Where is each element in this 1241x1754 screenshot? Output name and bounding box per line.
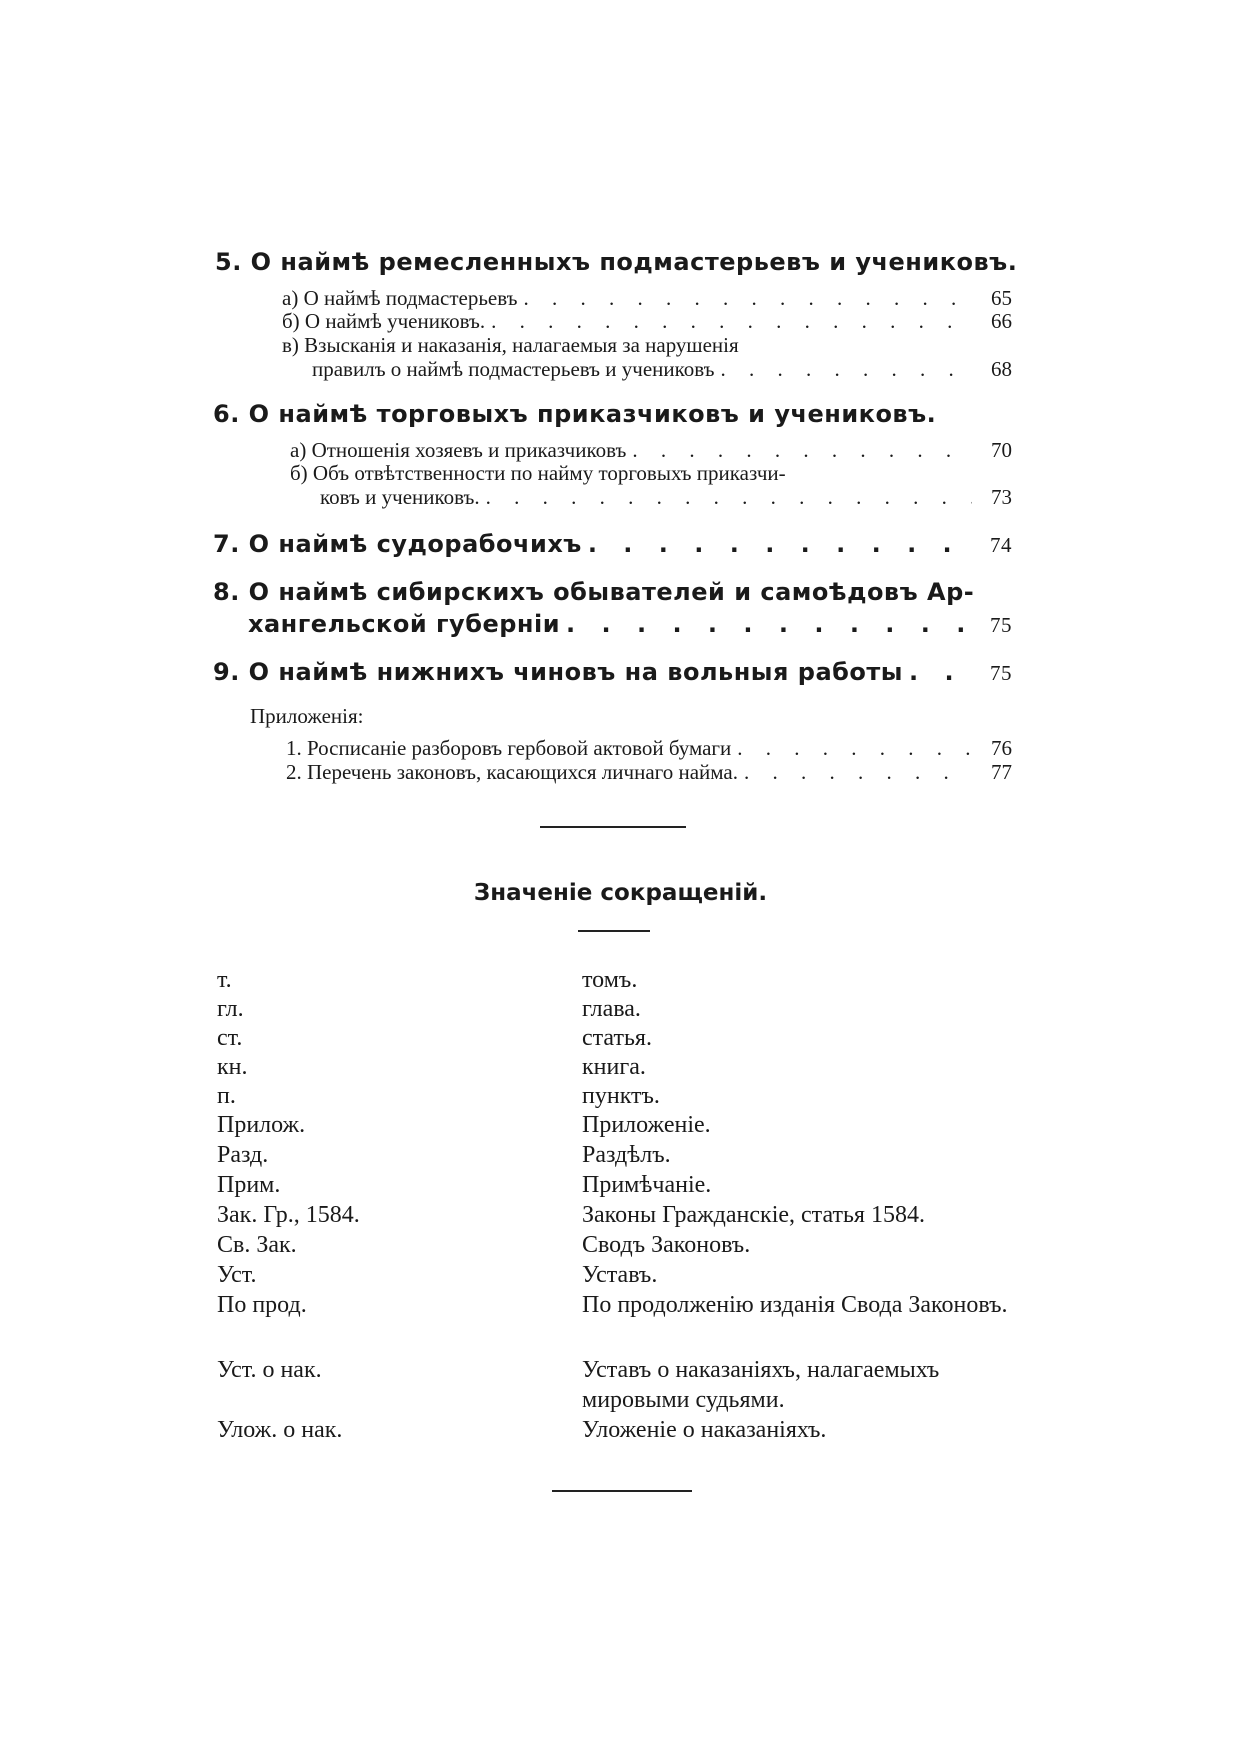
abbreviation-meaning: Уложеніе о наказаніяхъ. <box>582 1417 827 1443</box>
abbreviation-meaning: Законы Гражданскіе, статья 1584. <box>582 1202 925 1228</box>
toc-entry: б) Объ отвѣтственности по найму торговыхъ приказчи- <box>290 461 786 485</box>
dot-leader <box>523 286 972 311</box>
toc-entry <box>290 438 1012 463</box>
section-7 <box>213 530 1012 558</box>
toc-entry <box>282 286 1012 311</box>
abbreviation-meaning: глава. <box>582 996 641 1022</box>
abbreviations-title: Значеніе сокращеній. <box>473 880 768 906</box>
toc-entry: в) Взысканія и наказанія, налагаемыя за нарушенія <box>282 333 739 357</box>
entry-text: а) О наймѣ подмастерьевъ <box>282 286 518 310</box>
page-number: 75 <box>990 613 1012 637</box>
abbreviation-meaning: статья. <box>582 1025 652 1051</box>
abbreviation-meaning: пунктъ. <box>582 1083 660 1109</box>
abbreviation: Прилож. <box>217 1112 306 1138</box>
toc-entry-cont <box>312 357 1012 382</box>
page-number: 76 <box>991 736 1012 760</box>
abbreviation: п. <box>217 1083 236 1109</box>
entry-text: а) Отношенія хозяевъ и приказчиковъ <box>290 438 627 462</box>
page-number: 68 <box>991 357 1012 381</box>
dot-leader <box>721 357 972 382</box>
entry-text: 1. Росписаніе разборовъ гербовой актовой бумаги <box>286 736 732 760</box>
abbreviation-meaning: Примѣчаніе. <box>582 1172 712 1198</box>
abbreviation-meaning: Уставъ. <box>582 1262 658 1288</box>
section-9-title: 9. О наймѣ нижнихъ чиновъ на вольныя работы <box>213 658 903 686</box>
entry-text: правилъ о наймѣ подмастерьевъ и учениковъ <box>312 357 715 381</box>
section-7-title: 7. О наймѣ судорабочихъ <box>213 530 582 558</box>
toc-entry-cont <box>320 485 1012 510</box>
abbreviation-meaning: Сводъ Законовъ. <box>582 1232 751 1258</box>
abbreviation: ст. <box>217 1025 243 1051</box>
page-number: 74 <box>990 533 1012 557</box>
divider <box>540 826 686 828</box>
appendix-entry <box>286 760 1012 785</box>
abbreviation: кн. <box>217 1054 248 1080</box>
toc-entry <box>282 309 1012 334</box>
abbreviation: гл. <box>217 996 244 1022</box>
abbreviation-meaning: Раздѣлъ. <box>582 1142 671 1168</box>
dot-leader <box>744 760 972 785</box>
abbreviation: Прим. <box>217 1172 281 1198</box>
abbreviation: Улож. о нак. <box>217 1417 343 1443</box>
abbreviation-meaning: книга. <box>582 1054 646 1080</box>
abbreviation-meaning: Приложеніе. <box>582 1112 711 1138</box>
abbreviation-meaning: Уставъ о наказаніяхъ, налагаемыхъ мировыми судьями. <box>582 1357 940 1413</box>
divider <box>578 930 650 932</box>
entry-text: б) О наймѣ учениковъ. <box>282 309 486 333</box>
page-number: 75 <box>990 661 1012 685</box>
divider <box>552 1490 692 1492</box>
section-9 <box>213 658 1012 686</box>
dot-leader <box>737 736 972 761</box>
abbreviation: т. <box>217 967 232 993</box>
dot-leader <box>632 438 972 463</box>
abbreviation-meaning: томъ. <box>582 967 638 993</box>
abbreviation: Уст. о нак. <box>217 1357 322 1383</box>
section-8-cont <box>248 610 1012 638</box>
abbreviation: По прод. <box>217 1292 307 1318</box>
section-5-title: 5. О наймѣ ремесленныхъ подмастерьевъ и учениковъ. <box>215 248 1018 276</box>
abbreviation: Разд. <box>217 1142 269 1168</box>
entry-text: 2. Перечень законовъ, касающихся личнаго найма. <box>286 760 738 784</box>
page-number: 73 <box>991 485 1012 509</box>
page-number: 65 <box>991 286 1012 310</box>
abbreviation: Св. Зак. <box>217 1232 297 1258</box>
abbreviation: Зак. Гр., 1584. <box>217 1202 360 1228</box>
section-6-title: 6. О наймѣ торговыхъ приказчиковъ и учениковъ. <box>213 400 937 428</box>
entry-text: ковъ и учениковъ. <box>320 485 480 509</box>
appendix-label: Приложенія: <box>250 704 364 728</box>
dot-leader <box>909 658 972 686</box>
abbreviation-meaning: По продолженію изданія Свода Законовъ. <box>582 1292 1008 1318</box>
abbreviation: Уст. <box>217 1262 257 1288</box>
dot-leader <box>491 309 972 334</box>
dot-leader <box>486 485 972 510</box>
dot-leader <box>588 530 972 558</box>
entry-text: хангельской губерніи <box>248 610 561 638</box>
page-number: 70 <box>991 438 1012 462</box>
page-number: 77 <box>991 760 1012 784</box>
appendix-entry <box>286 736 1012 761</box>
section-8-title: 8. О наймѣ сибирскихъ обывателей и самоѣдовъ Ар- <box>213 578 975 606</box>
dot-leader <box>566 610 972 638</box>
page-number: 66 <box>991 309 1012 333</box>
